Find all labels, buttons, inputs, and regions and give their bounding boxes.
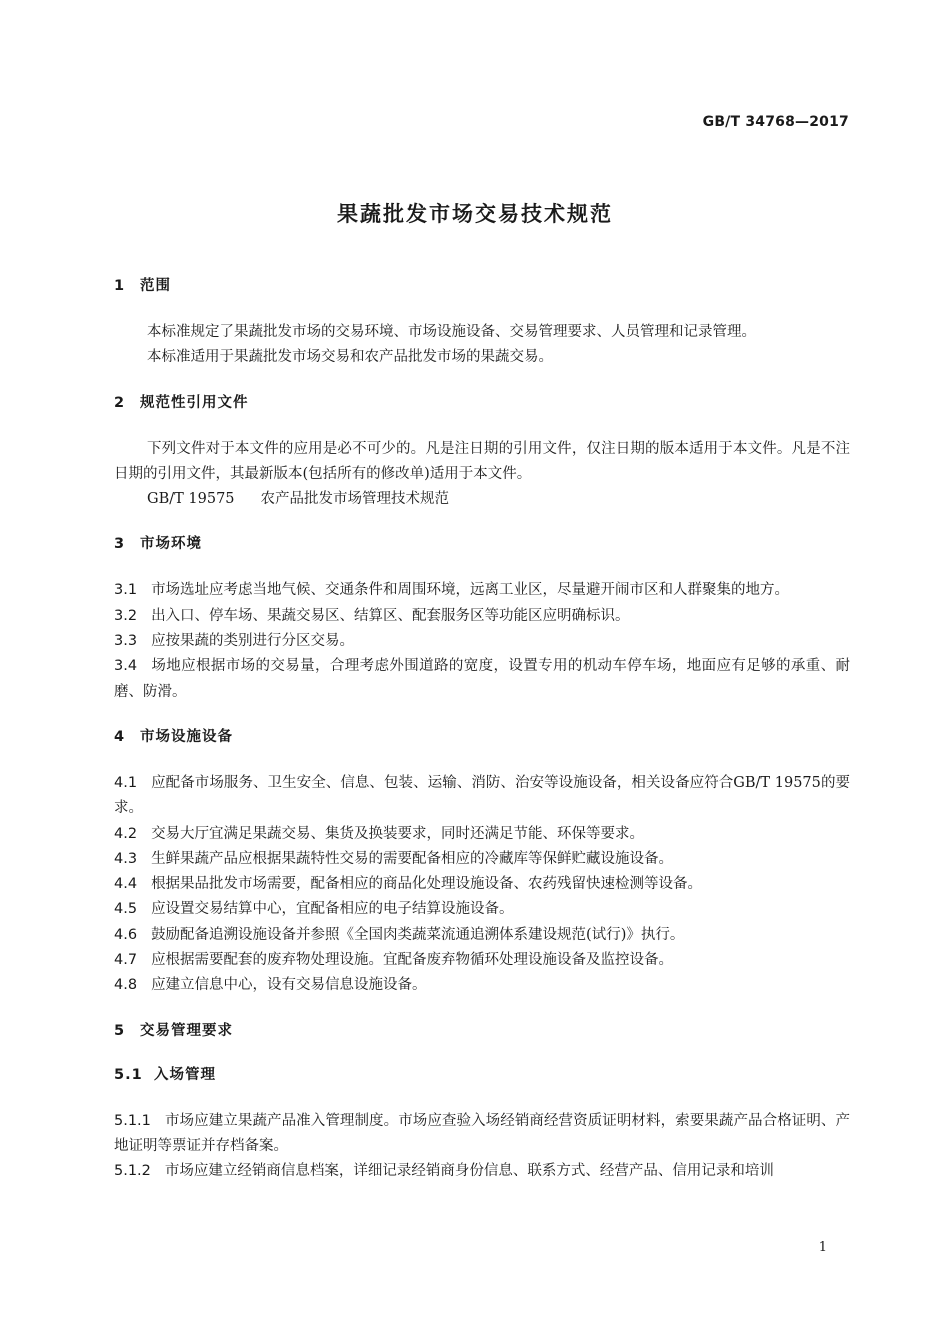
clause-number: 4.4 xyxy=(114,876,138,893)
subsection-number: 5.1 xyxy=(114,1066,143,1083)
paragraph: 下列文件对于本文件的应用是必不可少的。凡是注日期的引用文件，仅注日期的版本适用于本文件。凡是不注日期的引用文件，其最新版本(包括所有的修改单)适用于本文件。 xyxy=(114,440,850,482)
paragraph: 本标准适用于果蔬批发市场交易和农产品批发市场的果蔬交易。 xyxy=(147,349,553,366)
section-number: 5 xyxy=(114,1022,126,1039)
clause-number: 4.8 xyxy=(114,977,138,994)
clause-number: 4.7 xyxy=(114,952,138,969)
clause-text: 出入口、停车场、果蔬交易区、结算区、配套服务区等功能区应明确标识。 xyxy=(151,607,630,624)
clause-number: 4.2 xyxy=(114,825,138,842)
clause-text: 应配备市场服务、卫生安全、信息、包装、运输、消防、治安等设施设备，相关设备应符合GB/T 19575的要求。 xyxy=(114,774,850,817)
clause-4-2 xyxy=(114,822,850,847)
clause-text: 市场应建立果蔬产品准入管理制度。市场应查验入场经销商经营资质证明材料，索要果蔬产品合格证明、产地证明等票证并存档备案。 xyxy=(114,1112,850,1154)
clause-text: 市场选址应考虑当地气候、交通条件和周围环境，远离工业区，尽量避开闹市区和人群聚集的地方。 xyxy=(151,582,790,599)
document-title: 果蔬批发市场交易技术规范 xyxy=(337,202,613,226)
reference-code: GB/T 19575 xyxy=(147,491,235,508)
section-number: 2 xyxy=(114,394,126,411)
clause-number: 3.4 xyxy=(114,658,138,675)
clause-5-1-1 xyxy=(114,1109,850,1160)
section-title: 市场环境 xyxy=(140,536,202,553)
normative-reference xyxy=(114,487,850,512)
section-title: 规范性引用文件 xyxy=(140,394,249,411)
section-5-heading xyxy=(114,1021,850,1041)
section-4-heading xyxy=(114,727,850,747)
clause-number: 4.3 xyxy=(114,850,138,867)
clause-4-3 xyxy=(114,847,850,872)
clause-number: 4.5 xyxy=(114,901,138,918)
section-title: 交易管理要求 xyxy=(140,1022,233,1039)
clause-number: 3.2 xyxy=(114,607,138,624)
clause-3-2 xyxy=(114,604,850,629)
section-2-heading xyxy=(114,393,850,413)
clause-text: 应根据需要配套的废弃物处理设施。宜配备废弃物循环处理设施设备及监控设备。 xyxy=(151,952,674,969)
clause-text: 市场应建立经销商信息档案，详细记录经销商身份信息、联系方式、经营产品、信用记录和培训 xyxy=(164,1163,774,1180)
section-1-heading xyxy=(114,276,850,296)
clause-4-7 xyxy=(114,948,850,973)
clause-3-4 xyxy=(114,654,850,705)
clause-text: 生鲜果蔬产品应根据果蔬特性交易的需要配备相应的冷藏库等保鲜贮藏设施设备。 xyxy=(151,850,674,867)
clause-text: 应建立信息中心，设有交易信息设施设备。 xyxy=(151,977,427,994)
subsection-5-1-heading xyxy=(114,1065,850,1085)
clause-text: 应设置交易结算中心，宜配备相应的电子结算设施设备。 xyxy=(151,901,514,918)
clause-text: 交易大厅宜满足果蔬交易、集货及换装要求，同时还满足节能、环保等要求。 xyxy=(151,825,645,842)
clause-text: 根据果品批发市场需要，配备相应的商品化处理设施设备、农药残留快速检测等设备。 xyxy=(151,876,703,893)
clause-number: 5.1.1 xyxy=(114,1112,151,1129)
page-number: 1 xyxy=(818,1240,827,1255)
clause-3-3 xyxy=(114,629,850,654)
clause-4-6 xyxy=(114,923,850,948)
clause-3-1 xyxy=(114,578,850,603)
document-body xyxy=(114,276,850,1185)
reference-title: 农产品批发市场管理技术规范 xyxy=(260,491,450,508)
clause-4-1 xyxy=(114,771,850,822)
clause-number: 4.1 xyxy=(114,774,138,791)
clause-number: 3.3 xyxy=(114,633,138,650)
clause-number: 5.1.2 xyxy=(114,1163,151,1180)
clause-number: 4.6 xyxy=(114,926,138,943)
clause-text: 应按果蔬的类别进行分区交易。 xyxy=(151,633,355,650)
section-title: 范围 xyxy=(140,278,171,294)
clause-4-4 xyxy=(114,872,850,897)
section-title: 市场设施设备 xyxy=(140,728,233,745)
section-number: 4 xyxy=(114,728,126,745)
clause-4-8 xyxy=(114,973,850,998)
clause-4-5 xyxy=(114,897,850,922)
clause-number: 3.1 xyxy=(114,582,138,599)
section-number: 1 xyxy=(114,278,126,294)
clause-text: 场地应根据市场的交易量，合理考虑外围道路的宽度，设置专用的机动车停车场，地面应有足够的承重、耐磨、防滑。 xyxy=(114,658,850,700)
paragraph: 本标准规定了果蔬批发市场的交易环境、市场设施设备、交易管理要求、人员管理和记录管理。 xyxy=(147,324,756,340)
standard-code: GB/T 34768—2017 xyxy=(702,114,849,130)
clause-5-1-2 xyxy=(114,1159,850,1184)
section-3-heading xyxy=(114,534,850,554)
clause-text: 鼓励配备追溯设施设备并参照《全国肉类蔬菜流通追溯体系建设规范(试行)》执行。 xyxy=(151,926,685,943)
subsection-title: 入场管理 xyxy=(154,1066,216,1083)
section-number: 3 xyxy=(114,536,126,553)
